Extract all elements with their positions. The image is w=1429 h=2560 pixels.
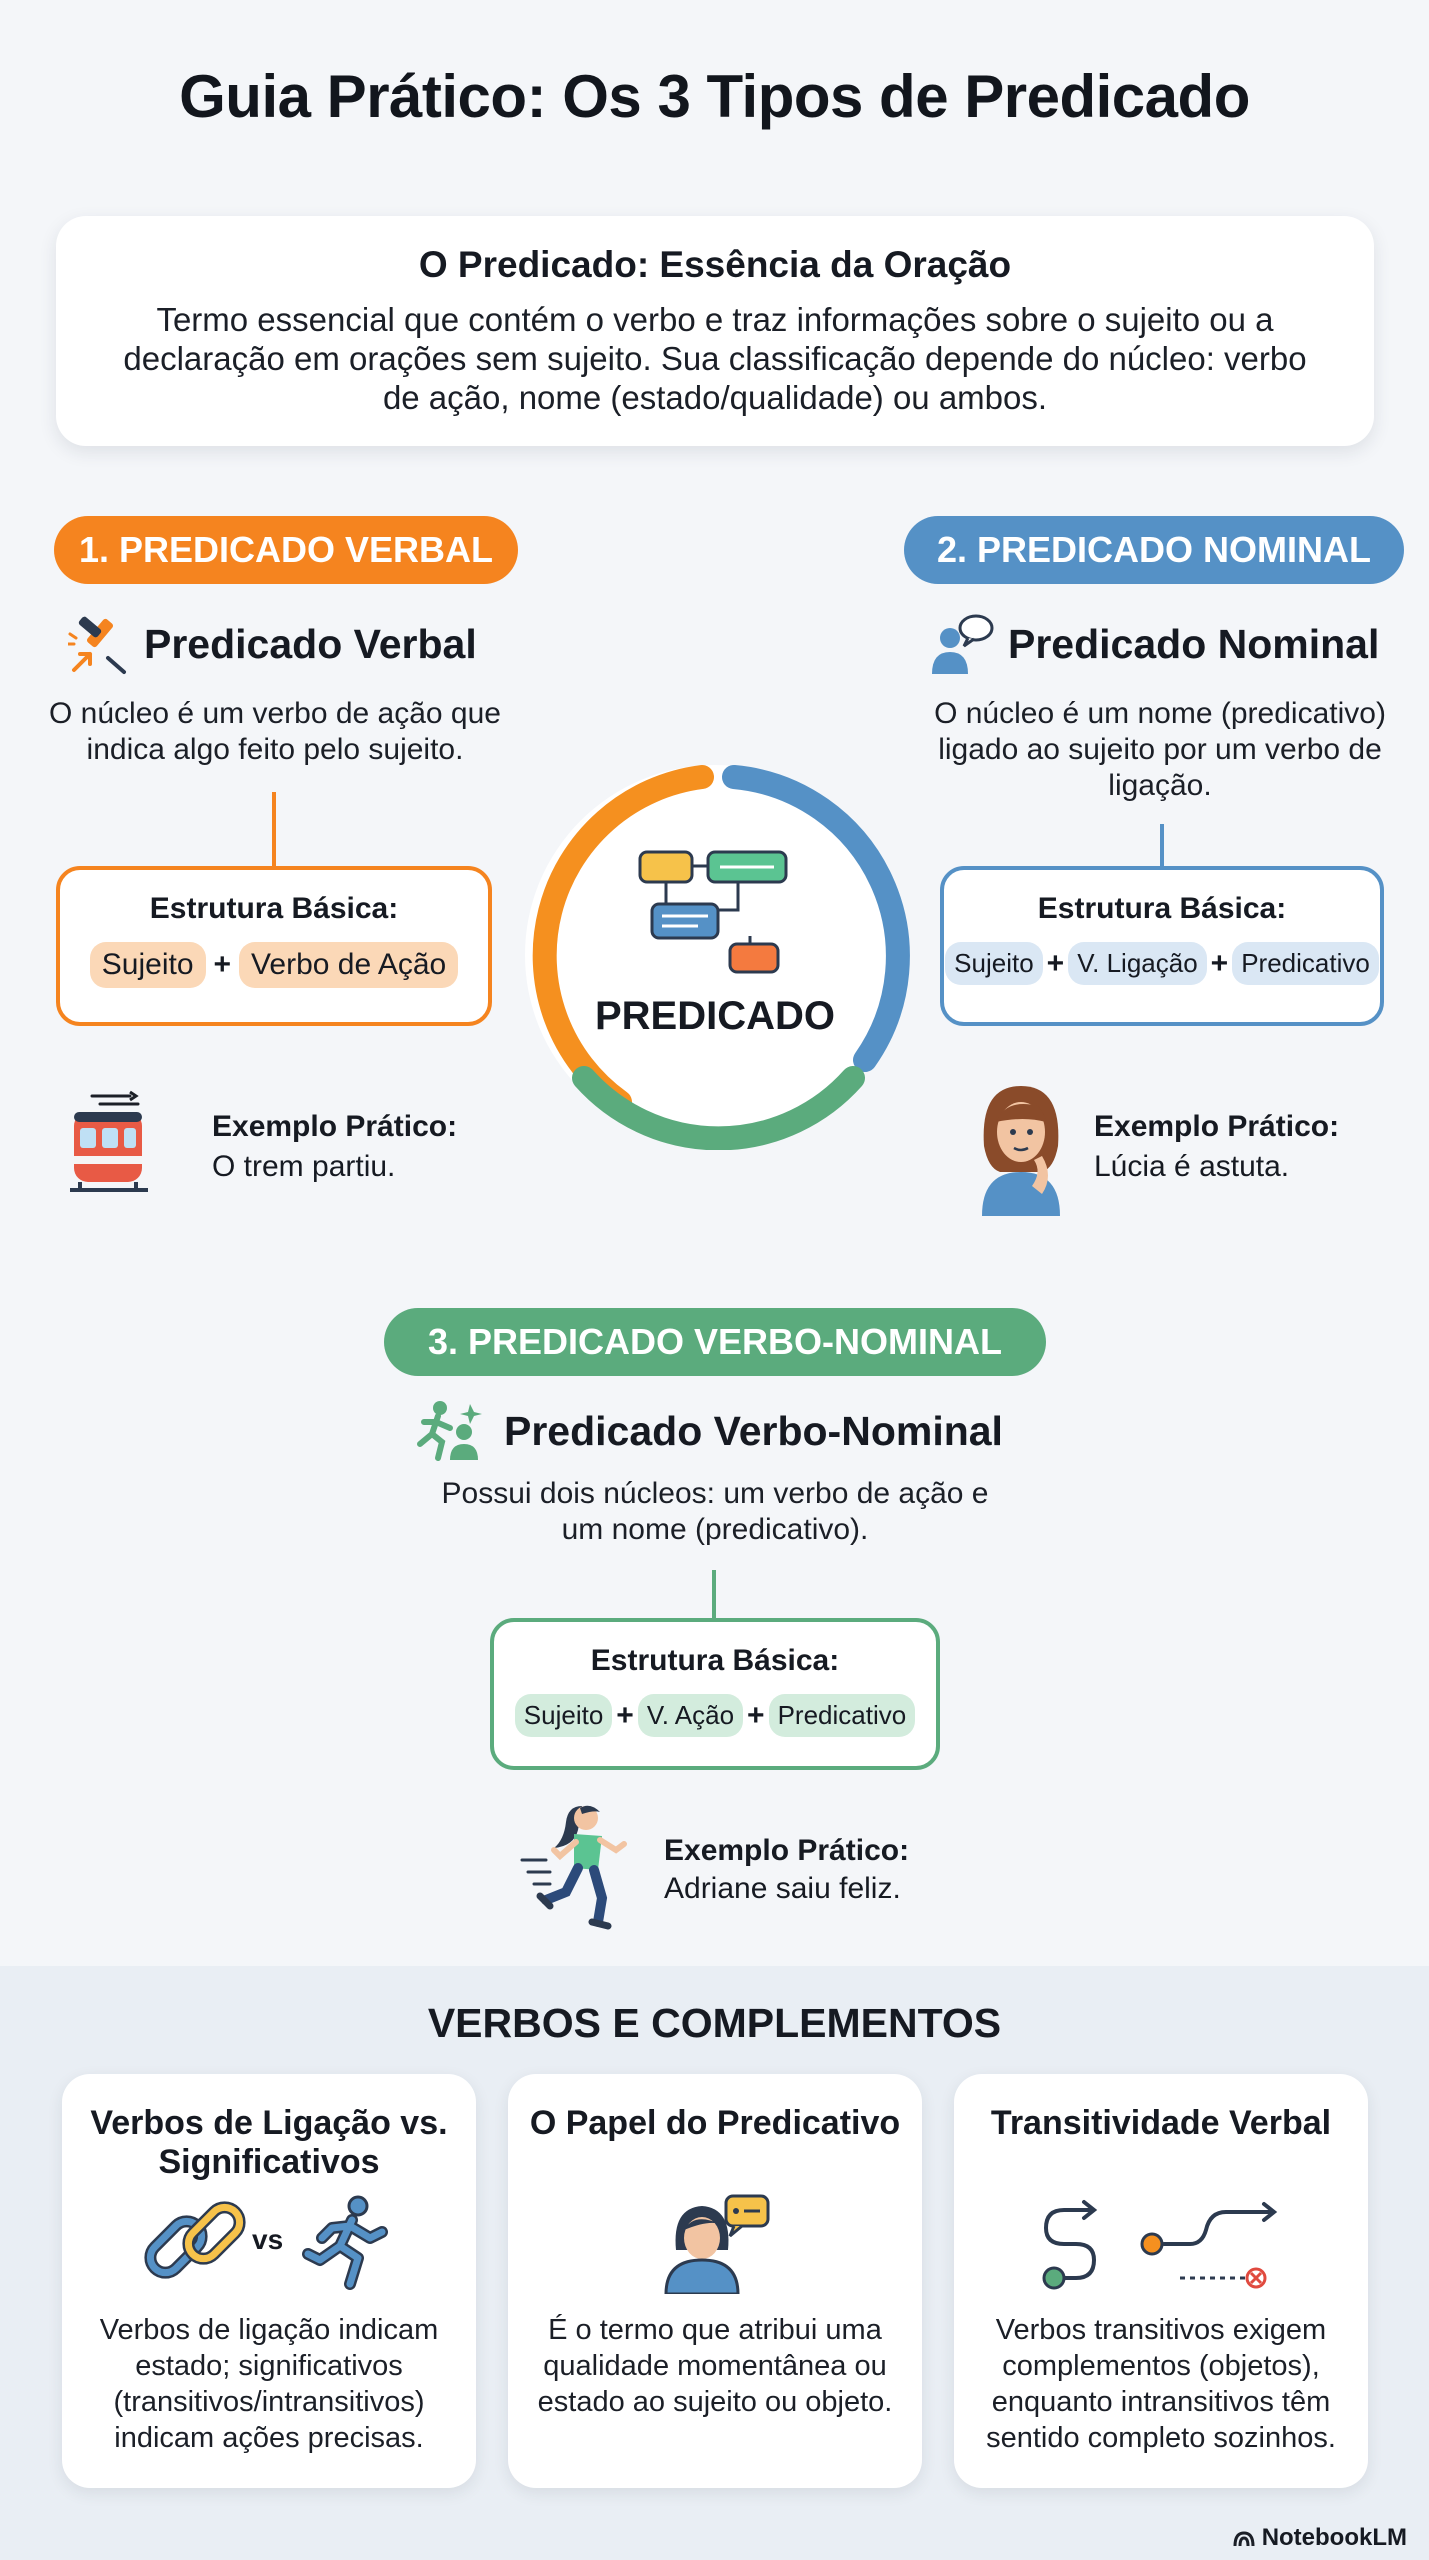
predicado-center-label: PREDICADO: [594, 994, 836, 1038]
verbal-structure-label: Estrutura Básica:: [149, 892, 399, 925]
card-papel-predicativo: [508, 2074, 922, 2488]
card-verbos-ligacao: [62, 2074, 476, 2488]
chip-sujeito: Sujeito: [945, 942, 1043, 985]
verbo-nominal-title: Predicado Verbo-Nominal: [504, 1408, 1003, 1454]
person-speech-icon: [930, 612, 996, 678]
nominal-connector: [1160, 824, 1164, 870]
verbal-title: Predicado Verbal: [144, 621, 477, 667]
card-title: Transitividade Verbal: [990, 2104, 1332, 2142]
card-title: O Papel do Predicativo: [529, 2104, 901, 2142]
person-quality-icon: [664, 2190, 772, 2294]
runner-icon: [298, 2194, 388, 2290]
plus-sign: +: [616, 1698, 634, 1732]
verbo-nominal-example: Adriane saiu feliz.: [664, 1872, 901, 1905]
verbo-nominal-pill: 3. PREDICADO VERBO-NOMINAL: [384, 1308, 1046, 1376]
verbo-nominal-structure-formula: [494, 1694, 936, 1737]
flowchart-icon: [638, 848, 792, 978]
plus-sign: +: [1046, 946, 1065, 980]
intro-body: Termo essencial que contém o verbo e traz informações sobre o sujeito ou a declaração em orações sem sujeito. Sua classificação depende do núcleo: verbo de ação, nome (estado/qualidade) ou ambos.: [123, 301, 1307, 416]
train-icon: [70, 1090, 148, 1200]
running-person-icon: [410, 1398, 484, 1462]
chip-sujeito: Sujeito: [515, 1694, 613, 1737]
card-body: Verbos de ligação indicam estado; significativos (transitivos/intransitivos) indicam ações precisas.: [99, 2314, 439, 2454]
card-transitividade: [954, 2074, 1368, 2488]
nominal-example: Lúcia é astuta.: [1094, 1150, 1290, 1183]
woman-running-icon: [520, 1800, 640, 1932]
vs-label: vs: [252, 2224, 284, 2255]
verbal-structure-box: [56, 866, 492, 1026]
chip-verbo-de-acao: Verbo de Ação: [239, 942, 458, 988]
nominal-structure-formula: [944, 942, 1380, 985]
verbo-nominal-structure-box: [490, 1618, 940, 1770]
footer-brand-label: NotebookLM: [1261, 2524, 1407, 2551]
verbo-nominal-structure-label: Estrutura Básica:: [590, 1644, 840, 1677]
chip-predicativo: Predicativo: [769, 1694, 916, 1737]
verbo-nominal-description: Possui dois núcleos: um verbo de ação e um nome (predicativo).: [441, 1477, 989, 1546]
verbal-structure-formula: [60, 942, 488, 988]
plus-sign: +: [1210, 946, 1229, 980]
chip-v-ligacao: V. Ligação: [1068, 942, 1206, 985]
card-body: É o termo que atribui uma qualidade momentânea ou estado ao sujeito ou objeto.: [537, 2314, 893, 2418]
chip-v-acao: V. Ação: [638, 1694, 743, 1737]
complementos-title: VERBOS E COMPLEMENTOS: [427, 2000, 1002, 2046]
transitivity-icon: [1040, 2198, 1290, 2294]
chip-sujeito: Sujeito: [90, 942, 206, 988]
verbal-example: O trem partiu.: [212, 1150, 396, 1183]
verbo-nominal-example-label: Exemplo Prático:: [664, 1834, 910, 1867]
card-body: Verbos transitivos exigem complementos (objetos), enquanto intransitivos têm sentido completo sozinhos.: [986, 2314, 1336, 2454]
verbal-example-label: Exemplo Prático:: [212, 1110, 458, 1143]
notebooklm-logo-icon: [1232, 2529, 1256, 2547]
nominal-example-label: Exemplo Prático:: [1094, 1110, 1340, 1143]
verbal-description: O núcleo é um verbo de ação que indica algo feito pelo sujeito.: [49, 697, 501, 766]
hammer-icon: [68, 614, 130, 676]
plus-sign: +: [213, 948, 232, 981]
nominal-structure-box: [940, 866, 1384, 1026]
intro-heading: O Predicado: Essência da Oração: [418, 244, 1012, 285]
footer-brand: [1232, 2524, 1407, 2552]
nominal-title: Predicado Nominal: [1008, 621, 1380, 667]
intro-card: [56, 216, 1374, 446]
woman-thinking-icon: [976, 1076, 1066, 1216]
page-title: Guia Prático: Os 3 Tipos de Predicado: [179, 63, 1250, 130]
verbal-connector: [272, 792, 276, 870]
nominal-pill: 2. PREDICADO NOMINAL: [904, 516, 1404, 584]
nominal-structure-label: Estrutura Básica:: [1037, 892, 1287, 925]
verbal-pill: 1. PREDICADO VERBAL: [54, 516, 518, 584]
nominal-description: O núcleo é um nome (predicativo) ligado ao sujeito por um verbo de ligação.: [934, 697, 1386, 802]
chip-predicativo: Predicativo: [1232, 942, 1379, 985]
plus-sign: +: [747, 1698, 765, 1732]
card-title: Verbos de Ligação vs. Significativos: [90, 2104, 448, 2181]
verbo-nominal-connector: [712, 1570, 716, 1622]
chain-link-icon: [142, 2192, 248, 2292]
